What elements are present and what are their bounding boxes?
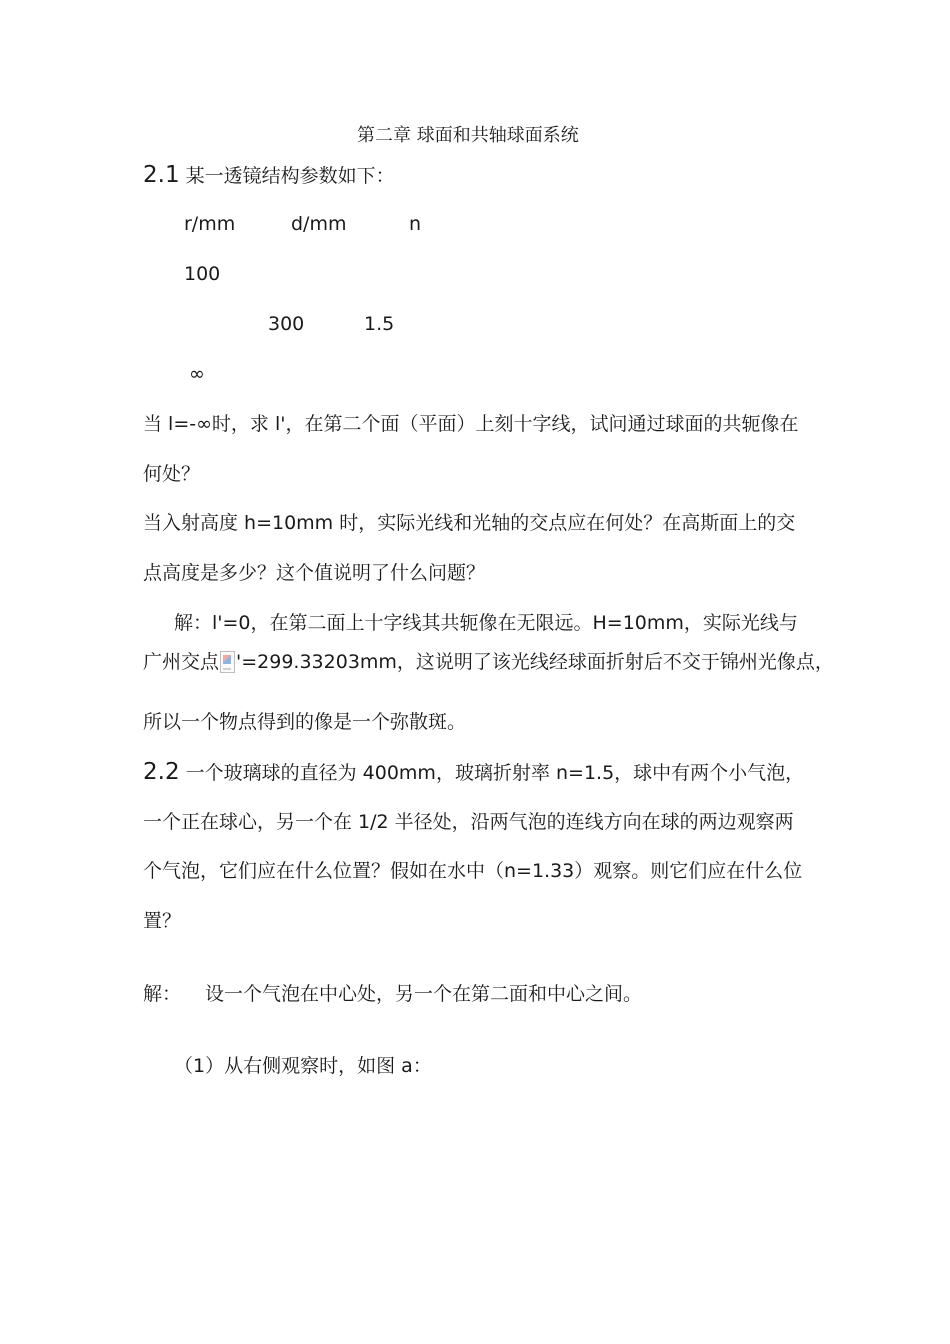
solution-label: 解： bbox=[143, 983, 182, 1005]
solution-text: 设一个气泡在中心处，另一个在第二面和中心之间。 bbox=[205, 983, 643, 1005]
problem-number: 2.2 bbox=[143, 759, 180, 785]
problem-2-2-line-1 bbox=[143, 759, 804, 786]
problem-2-2-line-3: 个气泡，它们应在什么位置？假如在水中（n=1.33）观察。则它们应在什么位 bbox=[143, 860, 803, 882]
answer-line-2 bbox=[143, 649, 834, 675]
question-2-line-2: 点高度是多少？这个值说明了什么问题？ bbox=[143, 562, 486, 584]
table-r1: 100 bbox=[184, 263, 221, 285]
answer-line-2-start: 广州交点 bbox=[143, 651, 220, 673]
table-header-d: d/mm bbox=[291, 213, 347, 235]
problem-number: 2.1 bbox=[143, 162, 180, 188]
table-header-n: n bbox=[409, 213, 422, 235]
chapter-title: 第二章 球面和共轴球面系统 bbox=[357, 125, 579, 146]
question-1-line-2: 何处？ bbox=[143, 463, 201, 485]
broken-image-icon bbox=[220, 651, 235, 673]
question-1-line-1: 当 l=-∞时，求 l'，在第二个面（平面）上刻十字线，试问通过球面的共轭像在 bbox=[143, 413, 799, 435]
problem-2-2-line-4: 置？ bbox=[143, 910, 182, 932]
problem-2-2-text: 一个玻璃球的直径为 400mm，玻璃折射率 n=1.5，球中有两个小气泡， bbox=[179, 762, 805, 784]
question-2-line-1: 当入射高度 h=10mm 时，实际光线和光轴的交点应在何处？在高斯面上的交 bbox=[143, 512, 796, 534]
table-d1: 300 bbox=[268, 313, 305, 335]
problem-2-1-heading bbox=[143, 162, 395, 189]
table-header-r: r/mm bbox=[184, 213, 236, 235]
solution-step-1: （1）从右侧观察时，如图 a： bbox=[174, 1055, 432, 1077]
answer-line-1: 解：l'=0，在第二面上十字线其共轭像在无限远。H=10mm，实际光线与 bbox=[174, 612, 798, 634]
table-n1: 1.5 bbox=[364, 313, 395, 335]
table-r2: ∞ bbox=[189, 363, 205, 385]
problem-2-2-line-2: 一个正在球心，另一个在 1/2 半径处，沿两气泡的连线方向在球的两边观察两 bbox=[143, 811, 794, 833]
problem-intro: 某一透镜结构参数如下： bbox=[179, 165, 395, 187]
answer-line-3: 所以一个物点得到的像是一个弥散斑。 bbox=[143, 711, 467, 733]
answer-line-2-end: '=299.33203mm，这说明了该光线经球面折射后不交于锦州光像点， bbox=[236, 651, 834, 673]
